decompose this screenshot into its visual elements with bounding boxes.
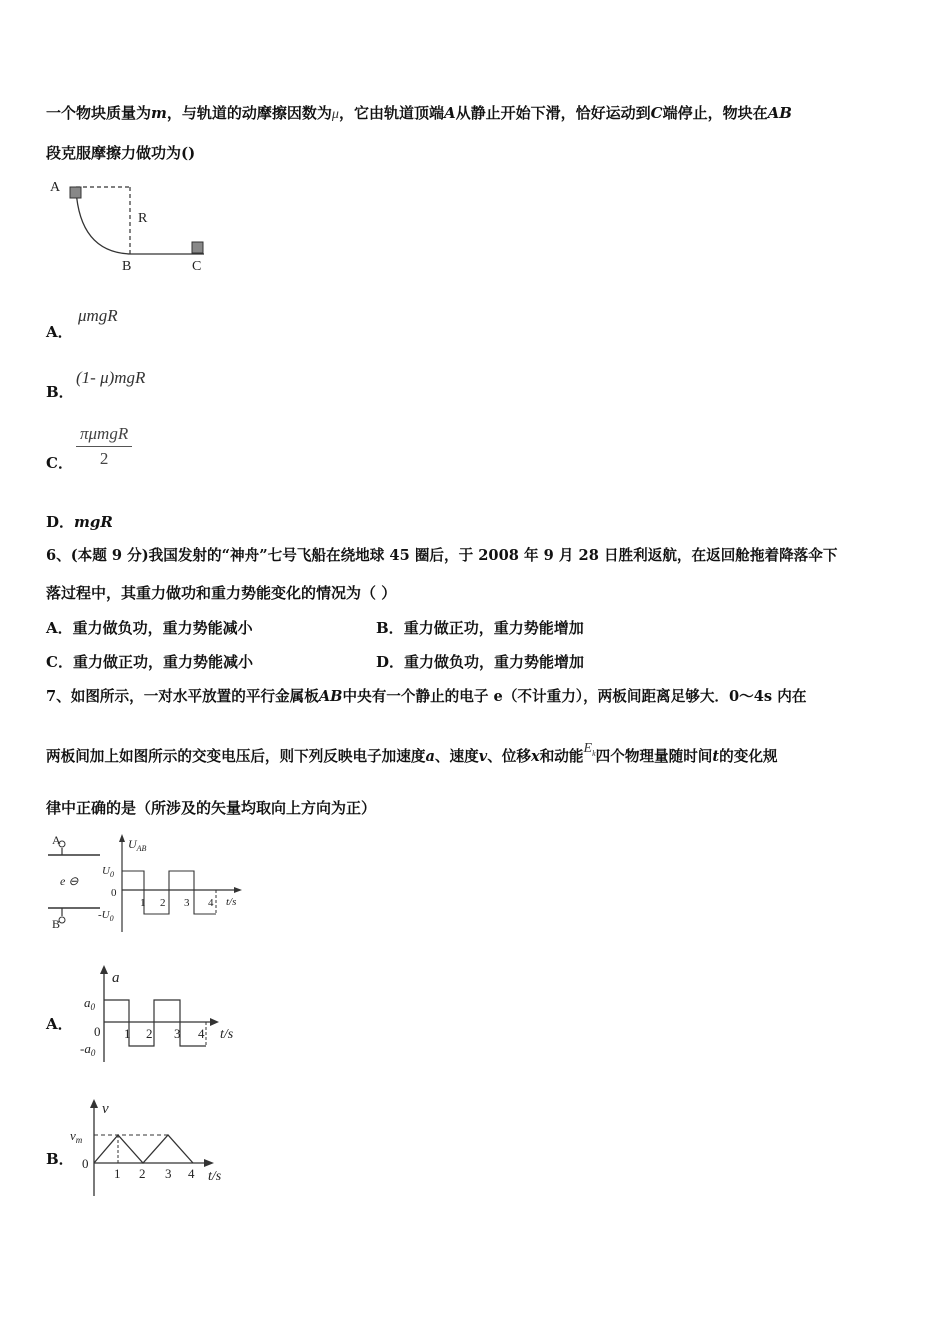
q5-option-C-label[interactable]: C． [46, 454, 73, 472]
x-axis-label: t/s [208, 1169, 222, 1184]
q7-option-B-label[interactable]: B． [46, 1150, 74, 1168]
x-axis-label: t/s [226, 896, 237, 908]
y-axis-label: $U_{AB}$ [128, 837, 147, 853]
q6-option-A[interactable]: A．重力做负功，重力势能减小 [46, 619, 253, 637]
origin-label: 0 [82, 1156, 89, 1171]
label-C: C [192, 259, 202, 274]
tick-3: 3 [174, 1026, 181, 1041]
velocity-curve [94, 1135, 193, 1163]
fraction-numerator: πμmgR [76, 424, 132, 447]
plate-B-label: B [52, 917, 61, 931]
q6-option-D[interactable]: D．重力做负功，重力势能增加 [376, 653, 585, 671]
q5-option-B-label[interactable]: B． [46, 383, 74, 401]
q5-option-B-expr: (1- μ)mgR [76, 368, 146, 387]
block-at-A [70, 187, 81, 198]
q7-plates-voltage-figure [44, 828, 254, 936]
q5-option-C-fraction [76, 424, 132, 469]
q7-option-B-graph [64, 1096, 234, 1200]
origin-label: 0 [94, 1024, 101, 1039]
label-B: B [122, 259, 132, 274]
tick-3: 3 [165, 1166, 172, 1181]
q5-stem-line2: 段克服摩擦力做功为() [46, 144, 196, 162]
y-axis-label: a [112, 970, 120, 986]
y-axis-label: v [102, 1101, 109, 1117]
q5-option-D-label[interactable]: D．mgR [46, 513, 113, 531]
level-a0: $a_0$ [84, 995, 95, 1012]
q6-option-B[interactable]: B．重力做正功，重力势能增加 [376, 619, 584, 637]
q5-stem-line1: 一个物块质量为m，与轨道的动摩擦因数为μ，它由轨道顶端A从静止开始下滑，恰好运动到C端停止，物块在AB [46, 104, 792, 122]
tick-4: 4 [188, 1166, 195, 1181]
electron-label: e ⊖ [60, 874, 79, 888]
tick-3: 3 [184, 897, 190, 909]
acceleration-waveform [104, 1000, 206, 1046]
q7-stem-line3: 律中正确的是（所涉及的矢量均取向上方向为正） [46, 799, 377, 817]
fraction-denominator: 2 [99, 449, 109, 468]
level-neg-a0: $-a_0$ [80, 1041, 96, 1058]
symbol-Ek: $E_k$ [583, 741, 596, 758]
level-vm: $v_m$ [70, 1128, 83, 1145]
tick-2: 2 [139, 1166, 146, 1181]
q5-option-A-expr: μmgR [78, 306, 118, 325]
q5-track-figure [44, 174, 224, 274]
q6-stem-line1: 6、(本题 9 分)我国发射的“神舟”七号飞船在绕地球 45 圈后，于 2008 年 9 月 28 日胜利返航，在返回舱拖着降落伞下 [46, 547, 838, 564]
tick-2: 2 [160, 897, 166, 909]
q7-option-A-label[interactable]: A． [46, 1015, 73, 1033]
q7-stem-line1: 7、如图所示，一对水平放置的平行金属板AB中央有一个静止的电子 e（不计重力），两板间距离足够大．0～4s 内在 [46, 688, 807, 705]
q7-option-A-graph [74, 962, 244, 1064]
level-U0: $U_0$ [102, 865, 114, 879]
tick-4: 4 [198, 1026, 205, 1041]
label-A: A [50, 180, 61, 195]
q6-option-C[interactable]: C．重力做正功，重力势能减小 [46, 653, 253, 671]
origin-label: 0 [111, 887, 117, 899]
level-neg-U0: $-U_0$ [98, 909, 114, 923]
label-R: R [138, 211, 148, 226]
plate-A-label: A [52, 833, 61, 847]
q7-stem-line2: 两板间加上如图所示的交变电压后，则下列反映电子加速度a、速度v、位移x和动能$E_k$四个物理量随时间t的变化规 [46, 741, 778, 765]
q6-stem-line2: 落过程中，其重力做功和重力势能变化的情况为（ ） [46, 584, 397, 602]
tick-1: 1 [114, 1166, 121, 1181]
var-m: m [151, 104, 167, 122]
q5-option-D-expr: mgR [74, 513, 113, 531]
block-at-C [192, 242, 203, 253]
x-axis-label: t/s [220, 1027, 234, 1042]
tick-1: 1 [124, 1026, 131, 1041]
var-mu: μ [331, 107, 339, 122]
tick-2: 2 [146, 1026, 153, 1041]
tick-4: 4 [208, 897, 214, 909]
tick-1: 1 [140, 897, 146, 909]
q5-option-A-label[interactable]: A． [46, 323, 73, 341]
